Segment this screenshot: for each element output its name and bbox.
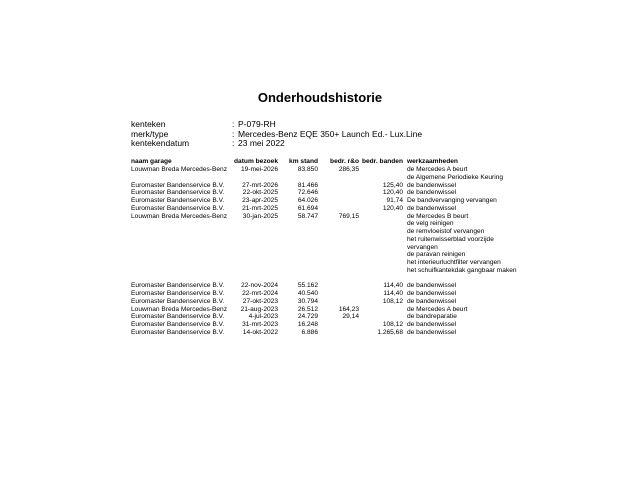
table-row bbox=[131, 329, 527, 337]
cell-bands: 120,40 bbox=[382, 204, 403, 212]
cell-work: de bandreparatie bbox=[407, 313, 457, 321]
cell-garage bbox=[131, 236, 233, 244]
table-row bbox=[131, 290, 527, 298]
cell-garage bbox=[131, 251, 233, 259]
cell-km: 83.850 bbox=[297, 166, 318, 173]
cell-ro bbox=[318, 174, 359, 182]
cell-km bbox=[278, 228, 318, 236]
header-km: km stand bbox=[289, 158, 318, 165]
header-bands: bedr. banden bbox=[361, 158, 403, 165]
cell-bands: 91,74 bbox=[386, 197, 403, 204]
cell-bands: 125,40 bbox=[382, 181, 403, 189]
cell-work: de bandenwissel bbox=[407, 189, 457, 197]
cell-date: 27-okt-2023 bbox=[242, 297, 278, 305]
table-row bbox=[131, 298, 527, 306]
table-row bbox=[131, 313, 527, 321]
cell-ro bbox=[318, 290, 359, 298]
cell-work: de Mercedes A beurt bbox=[407, 166, 468, 173]
table-row-continuation bbox=[131, 220, 527, 228]
cell-bands bbox=[359, 166, 403, 174]
page-title: Onderhoudshistorie bbox=[257, 90, 383, 105]
cell-date: 21-aug-2023 bbox=[240, 305, 278, 313]
cell-ro bbox=[318, 220, 359, 228]
cell-km: 16.248 bbox=[297, 321, 318, 328]
table-row bbox=[131, 189, 527, 197]
cell-date: 4-jul-2023 bbox=[248, 313, 278, 321]
cell-date: 30-jan-2025 bbox=[242, 212, 278, 220]
cell-garage: Euromaster Bandenservice B.V. bbox=[131, 181, 225, 189]
cell-garage: Euromaster Bandenservice B.V. bbox=[131, 297, 225, 305]
cell-work: De bandvervanging vervangen bbox=[407, 197, 497, 204]
cell-ro bbox=[318, 228, 359, 236]
cell-date bbox=[233, 220, 278, 228]
maintenance-history-table bbox=[131, 158, 527, 337]
cell-work: het interieurluchtfilter vervangen bbox=[407, 259, 501, 266]
cell-ro bbox=[318, 329, 359, 337]
cell-garage: Euromaster Bandenservice B.V. bbox=[131, 282, 225, 290]
cell-km: 81.466 bbox=[297, 181, 318, 189]
cell-bands bbox=[359, 313, 403, 321]
table-row-continuation bbox=[131, 251, 527, 259]
cell-km: 55.162 bbox=[297, 282, 318, 290]
cell-work: de paravan reinigen bbox=[407, 251, 466, 259]
info-label: kentekendatum bbox=[131, 138, 190, 148]
info-label: merk/type bbox=[131, 128, 169, 139]
cell-ro bbox=[318, 259, 359, 267]
cell-garage: Euromaster Bandenservice B.V. bbox=[131, 204, 225, 212]
cell-work: de bandenwissel bbox=[407, 290, 457, 297]
cell-garage bbox=[131, 244, 233, 252]
cell-work: het schuifkantekdak gangbaar maken bbox=[407, 266, 517, 274]
vehicle-info bbox=[131, 120, 422, 149]
cell-bands: 108,12 bbox=[382, 297, 403, 305]
cell-km: 26.512 bbox=[297, 305, 318, 313]
cell-work: de bandenwissel bbox=[407, 328, 457, 336]
cell-ro bbox=[318, 205, 359, 213]
cell-garage: Euromaster Bandenservice B.V. bbox=[131, 328, 225, 336]
cell-work: de Mercedes A beurt bbox=[407, 305, 468, 313]
cell-work: de bandenwissel bbox=[407, 297, 457, 305]
cell-km: 30.794 bbox=[297, 297, 318, 305]
cell-ro bbox=[318, 182, 359, 190]
cell-km bbox=[278, 220, 318, 228]
cell-ro: 769,15 bbox=[338, 212, 359, 220]
cell-bands bbox=[359, 213, 403, 221]
cell-ro bbox=[318, 244, 359, 252]
info-value: 23 mei 2022 bbox=[238, 138, 285, 148]
table-row bbox=[131, 306, 527, 314]
cell-garage: Euromaster Bandenservice B.V. bbox=[131, 290, 225, 297]
cell-garage: Euromaster Bandenservice B.V. bbox=[131, 197, 225, 204]
cell-bands bbox=[359, 259, 403, 267]
cell-garage: Euromaster Bandenservice B.V. bbox=[131, 189, 225, 197]
cell-date bbox=[233, 259, 278, 267]
cell-km: 58.747 bbox=[297, 212, 318, 220]
cell-km: 6.886 bbox=[301, 328, 318, 336]
table-header bbox=[131, 158, 527, 166]
cell-ro bbox=[318, 189, 359, 197]
table-row-continuation bbox=[131, 259, 527, 267]
cell-garage: Louwman Breda Mercedes-Benz bbox=[131, 305, 228, 313]
table-row-continuation bbox=[131, 236, 527, 244]
cell-km: 64.026 bbox=[297, 197, 318, 204]
header-date: datum bezoek bbox=[234, 158, 278, 165]
table-row bbox=[131, 166, 527, 174]
cell-bands bbox=[359, 251, 403, 259]
cell-garage bbox=[131, 267, 233, 275]
cell-work: de bandenwissel bbox=[407, 282, 457, 290]
cell-date: 21-mrt-2025 bbox=[242, 204, 278, 212]
info-separator: : bbox=[232, 138, 235, 148]
cell-date bbox=[233, 244, 278, 252]
cell-bands bbox=[359, 174, 403, 182]
table-row-continuation bbox=[131, 267, 527, 275]
cell-bands bbox=[359, 267, 403, 275]
cell-date: 22-mrt-2024 bbox=[242, 290, 278, 297]
cell-km bbox=[278, 174, 318, 182]
cell-date: 19-mei-2026 bbox=[240, 166, 278, 173]
cell-garage bbox=[131, 259, 233, 267]
cell-km bbox=[278, 244, 318, 252]
cell-km: 40.540 bbox=[297, 290, 318, 297]
cell-bands: 114,40 bbox=[383, 282, 403, 290]
cell-work: het ruitenwisserblad voorzijde bbox=[407, 235, 494, 243]
cell-ro bbox=[318, 298, 359, 306]
cell-bands bbox=[359, 236, 403, 244]
cell-garage: Euromaster Bandenservice B.V. bbox=[131, 313, 225, 321]
cell-work: vervangen bbox=[407, 243, 438, 251]
table-row bbox=[131, 182, 527, 190]
info-value: P-079-RH bbox=[238, 119, 276, 129]
table-row bbox=[131, 205, 527, 213]
cell-km bbox=[278, 236, 318, 244]
cell-date: 31-mrt-2023 bbox=[242, 321, 278, 328]
cell-km: 61.694 bbox=[297, 204, 318, 212]
cell-work: de bandenwissel bbox=[407, 321, 457, 328]
cell-date: 14-okt-2022 bbox=[242, 328, 278, 336]
cell-km bbox=[278, 267, 318, 275]
header-ro: bedr. r&o bbox=[330, 158, 359, 165]
table-row-continuation bbox=[131, 228, 527, 236]
table-body bbox=[131, 166, 527, 337]
info-row-kentekendatum bbox=[131, 139, 422, 149]
cell-km: 72.646 bbox=[297, 189, 318, 197]
table-row bbox=[131, 321, 527, 329]
cell-date: 22-okt-2025 bbox=[242, 189, 278, 197]
cell-bands: 120,40 bbox=[382, 189, 403, 197]
cell-date: 27-mrt-2026 bbox=[242, 181, 278, 189]
cell-bands: 108,12 bbox=[382, 321, 403, 328]
cell-date bbox=[233, 251, 278, 259]
cell-km: 24.729 bbox=[297, 313, 318, 321]
table-row-continuation bbox=[131, 174, 527, 182]
cell-km bbox=[278, 251, 318, 259]
table-row bbox=[131, 282, 527, 290]
cell-garage: Euromaster Bandenservice B.V. bbox=[131, 321, 225, 328]
cell-garage: Louwman Breda Mercedes-Benz bbox=[131, 166, 228, 173]
cell-garage bbox=[131, 228, 233, 236]
cell-work: de remvloeistof vervangen bbox=[407, 228, 485, 235]
cell-garage: Louwman Breda Mercedes-Benz bbox=[131, 212, 228, 220]
info-separator: : bbox=[232, 119, 235, 129]
cell-garage bbox=[131, 174, 233, 182]
cell-ro bbox=[318, 236, 359, 244]
table-row-continuation bbox=[131, 244, 527, 252]
info-value: Mercedes-Benz EQE 350+ Launch Ed.- Lux.Line bbox=[238, 128, 423, 139]
cell-garage bbox=[131, 220, 233, 228]
cell-date: 22-nov-2024 bbox=[240, 282, 278, 290]
cell-bands bbox=[359, 220, 403, 228]
cell-bands bbox=[359, 228, 403, 236]
cell-date: 23-apr-2025 bbox=[242, 197, 278, 204]
cell-work: de velg reinigen bbox=[407, 220, 454, 228]
cell-bands bbox=[359, 244, 403, 252]
cell-date bbox=[233, 236, 278, 244]
table-row bbox=[131, 197, 527, 205]
cell-bands: 114,40 bbox=[383, 290, 403, 297]
cell-date bbox=[233, 228, 278, 236]
header-work: werkzaamheden bbox=[407, 158, 458, 165]
cell-bands: 1.265,68 bbox=[377, 328, 403, 336]
cell-km bbox=[278, 259, 318, 267]
header-garage: naam garage bbox=[131, 158, 172, 165]
row-gap bbox=[131, 275, 527, 283]
cell-ro bbox=[318, 267, 359, 275]
cell-ro bbox=[318, 321, 359, 329]
cell-work: de bandenwissel bbox=[407, 204, 457, 212]
cell-date bbox=[233, 267, 278, 275]
cell-ro bbox=[318, 197, 359, 205]
cell-work: de bandenwissel bbox=[407, 181, 457, 189]
cell-ro bbox=[318, 251, 359, 259]
cell-date bbox=[233, 174, 278, 182]
cell-bands bbox=[359, 306, 403, 314]
cell-work: de Algemene Periodieke Keuring bbox=[407, 173, 504, 181]
info-separator: : bbox=[232, 128, 235, 139]
cell-work: de Mercedes B beurt bbox=[407, 212, 469, 220]
info-label: kenteken bbox=[131, 119, 166, 129]
table-row bbox=[131, 213, 527, 221]
cell-ro bbox=[318, 282, 359, 290]
cell-ro: 286,35 bbox=[338, 166, 359, 173]
cell-ro: 164,23 bbox=[338, 305, 359, 313]
cell-ro: 29,14 bbox=[342, 313, 359, 321]
